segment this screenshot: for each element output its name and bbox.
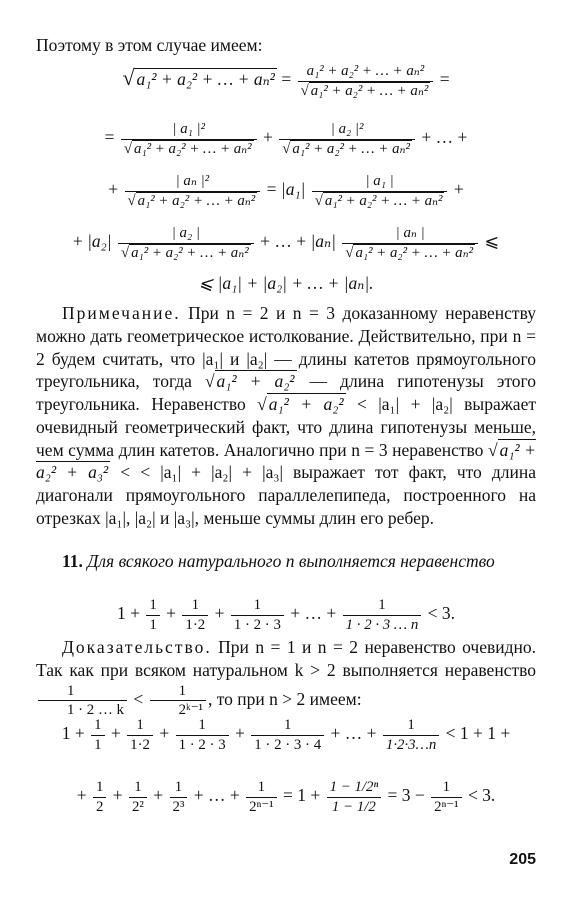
intro-line bbox=[36, 34, 536, 57]
coefficient: |aₙ| bbox=[310, 231, 336, 252]
radicand: a₁² + a₂² + a₃² bbox=[36, 439, 536, 483]
denominator: √ a₁² + a₂² + … + aₙ² bbox=[120, 244, 249, 261]
denominator: 1 · 2 · 3 bbox=[233, 616, 281, 633]
radicand: a₁² + a₂² + … + aₙ² bbox=[324, 192, 443, 209]
note-paragraph: Примечание. При n = 2 и n = 3 доказанному неравенству можно дать геометрическое истолкование. Действительно, при n = 2 будем считать, что |a₁| и |a₂| — длины катетов прямоугольного треугольника, тогда √ a₁² + a₂² — длина гипотенузы этого треугольника. Неравенство √ a₁² + a₂² < |a₁| + |a₂| выражает очевидный геометрический факт, что длина гипотенузы меньше, чем сумма длин катетов. Аналогично при n = 3 неравенство √ a₁² + a₂² + a₃² < < |a₁| + |a₂| + |a₃| выражает тот факт, что длина диагонали прямоугольного параллелепипеда, построенного на отрезках |a₁|, |a₂| и |a₃|, меньше суммы длин его ребер. bbox=[36, 303, 537, 528]
fraction: $\frac{1}{\text{2³}}$ bbox=[170, 778, 188, 816]
denominator: 2ⁿ⁻¹ bbox=[434, 798, 459, 815]
coefficient: |a₁| bbox=[280, 179, 306, 200]
fraction bbox=[312, 172, 448, 210]
page-number: 205 bbox=[509, 851, 536, 868]
numerator: 1 bbox=[150, 682, 206, 702]
denominator: 1 bbox=[94, 736, 102, 753]
intro-text: Поэтому в этом случае имеем: bbox=[36, 35, 263, 55]
numerator: | a₁ | bbox=[312, 172, 448, 192]
denominator: 1 bbox=[149, 616, 157, 633]
numerator: | a₂ |² bbox=[279, 120, 415, 140]
denominator: √ a₁² + a₂² + … + aₙ² bbox=[300, 82, 429, 99]
sqrt-sign: √ bbox=[122, 66, 135, 91]
radicand: a₁² + a₂² + … + aₙ² bbox=[292, 140, 410, 157]
denominator: √ a₁² + a₂² + … + aₙ² bbox=[123, 140, 252, 157]
radicand: a₁² + a₂² bbox=[268, 394, 344, 414]
chain-lead: 1 + bbox=[61, 723, 85, 744]
fraction bbox=[121, 120, 257, 158]
denominator: 1·2 bbox=[185, 616, 206, 633]
denominator: 1 · 2 … k bbox=[67, 702, 124, 719]
radicand: a₁² + a₂² + … + aₙ² bbox=[310, 82, 429, 99]
fraction: $\frac{1}{1}$ bbox=[91, 716, 104, 754]
formula-tail: < 3. bbox=[427, 603, 456, 624]
fraction bbox=[150, 682, 206, 720]
note-text: < |a₁| + |a₂| выражает очевидный геометрический факт, что длина гипотенузы меньше, чем сумма длин катетов. Аналогично при n = 3 неравенство bbox=[36, 394, 536, 460]
denominator: 1 · 2 · 3 bbox=[178, 736, 226, 753]
numerator: 1 bbox=[146, 596, 159, 616]
numerator: 1 − 1/2ⁿ bbox=[327, 778, 382, 798]
chain-equals: = 3 − bbox=[387, 785, 425, 806]
chain-mid: + … + bbox=[193, 785, 240, 806]
proof-paragraph: Доказательство. При n = 1 и n = 2 неравенство очевидно. Так как при всяком натуральном k > 2 выполняется неравенство $\frac{1}{1 \cdot 2 \dots k}$ < $\frac{1}{\text{2ᵏ⁻¹}}$ , то при n > 2 имеем: bbox=[36, 637, 537, 719]
fraction bbox=[231, 596, 284, 634]
denominator: 1 − 1/2 bbox=[331, 798, 376, 815]
fraction bbox=[146, 596, 159, 634]
proof-heading: Доказательство. bbox=[62, 637, 212, 657]
numerator: 1 bbox=[38, 682, 127, 702]
denominator: √ a₁² + a₂² + … + aₙ² bbox=[314, 192, 443, 209]
chain-tail: < 1 + 1 + bbox=[445, 723, 511, 744]
numerator: | a₁ |² bbox=[121, 120, 257, 140]
coefficient: |a₂| bbox=[87, 231, 112, 252]
denominator: √ a₁² + a₂² + … + aₙ² bbox=[127, 192, 256, 209]
denominator: 2³ bbox=[172, 798, 185, 815]
note-text: — длина гипотенузы этого треугольника. Неравенство bbox=[36, 371, 536, 414]
fraction: $\frac{1}{1 \cdot 2 \cdot 3}$ bbox=[176, 716, 229, 754]
numerator: | a₂ | bbox=[118, 224, 254, 244]
derivation-line-4: + |a₂| $\frac{\text{| a₂ |}}{\text{√ a₁² + a₂² + … + aₙ²}}$ + … + |aₙ| $\frac{\text{| aₙ |}}{\text{√ a₁² + a₂² + … + aₙ²}}$ ⩽ bbox=[72, 225, 500, 261]
denominator: √ a₁² + a₂² + … + aₙ² bbox=[282, 140, 410, 157]
note-text: При n = 2 и n = 3 доказанному неравенству можно дать геометрическое истолкование. Действительно, при n = 2 будем считать, что |a₁| и |a₂| — длины катетов прямоугольного треугольника, тогда bbox=[36, 303, 536, 392]
denominator: 1·2·3…n bbox=[385, 736, 437, 753]
fraction bbox=[125, 172, 261, 210]
fraction bbox=[343, 596, 422, 634]
denominator: 1·2 bbox=[130, 736, 150, 753]
fraction bbox=[298, 62, 434, 100]
derivation-line-5 bbox=[36, 272, 536, 295]
problem-text: Для всякого натурального n выполняется неравенство bbox=[87, 551, 495, 571]
fraction bbox=[327, 778, 382, 816]
fraction: $\frac{1}{2}$ bbox=[93, 778, 106, 816]
denominator: 2² bbox=[132, 798, 144, 815]
problem-number: 11. bbox=[62, 551, 83, 571]
fraction: $\frac{1}{\text{2ⁿ⁻¹}}$ bbox=[246, 778, 276, 816]
fraction bbox=[182, 596, 208, 634]
chain-equals: = 1 + bbox=[282, 785, 321, 806]
fraction bbox=[118, 224, 254, 262]
radicand: a₁² + a₂² + … + aₙ² bbox=[136, 69, 275, 90]
fraction: $\frac{1}{1\cdot 2\cdot 3\dots n}$ bbox=[383, 716, 439, 754]
numerator: 1 bbox=[231, 596, 284, 616]
proof-text: , то при n > 2 имеем: bbox=[208, 688, 362, 709]
radicand: a₁² + a₂² + … + aₙ² bbox=[355, 244, 474, 261]
problem-statement bbox=[36, 550, 536, 573]
derivation-line-3: + $\frac{\text{| aₙ |²}}{\text{√ a₁² + a₂² + … + aₙ²}}$ = |a₁| $\frac{\text{| a₁ |}}{\text{√ a₁² + a₂² + … + aₙ²}}$ + bbox=[108, 173, 464, 209]
fraction bbox=[342, 224, 478, 262]
fraction bbox=[38, 682, 127, 720]
fraction: $\frac{1}{\text{2²}}$ bbox=[129, 778, 147, 816]
derivation-line-2: = $\frac{\text{| a₁ |²}}{\text{√ a₁² + a₂² + … + aₙ²}}$ + $\frac{\text{| a₂ |²}}{\text{√ a₁² + a₂² + … + aₙ²}}$ + … + bbox=[104, 121, 468, 157]
denominator: 2 bbox=[95, 798, 104, 815]
proof-chain-line-2: + $\frac{1}{2}$ + $\frac{1}{\text{2²}}$ + $\frac{1}{\text{2³}}$ + … + $\frac{1}{\text{2ⁿ⁻¹}}$ = 1 + $\frac{\text{1 − 1/2ⁿ}}{1 - 1/2}$ = 3 − $\frac{1}{\text{2ⁿ⁻¹}}$ < 3. bbox=[76, 779, 496, 815]
numerator: | aₙ |² bbox=[125, 172, 261, 192]
fraction: $\frac{1}{1 \cdot 2 \cdot 3 \cdot 4}$ bbox=[251, 716, 324, 754]
fraction: $\frac{1}{1\cdot 2}$ bbox=[127, 716, 153, 754]
denominator: 2ⁿ⁻¹ bbox=[249, 798, 274, 815]
fraction bbox=[279, 120, 415, 158]
radicand: a₁² + a₂² + … + aₙ² bbox=[134, 140, 252, 157]
note-text: < < |a₁| + |a₂| + |a₃| выражает тот факт, что длина диагонали прямоугольного параллелепипеда, построенного на отрезках |a₁|, |a₂| и |a₃|, меньше суммы длин его ребер. bbox=[36, 462, 537, 528]
radicand: a₁² + a₂² + … + aₙ² bbox=[131, 244, 249, 261]
radicand: a₁² + a₂² + … + aₙ² bbox=[137, 192, 256, 209]
denominator: 1 · 2 · 3 · 4 bbox=[254, 736, 322, 753]
denominator: 2ᵏ⁻¹ bbox=[178, 702, 204, 719]
numerator: 1 bbox=[343, 596, 422, 616]
derivation-line-1: √ a₁² + a₂² + … + aₙ² = $\frac{\text{a₁² + a₂² + … + aₙ²}}{\text{√ a₁² + a₂² + … + aₙ²}}$ = bbox=[122, 63, 450, 99]
chain-mid: + … + bbox=[330, 723, 377, 744]
formula-lead: 1 + bbox=[116, 603, 140, 624]
formula-mid: + … + bbox=[290, 603, 337, 624]
numerator: 1 bbox=[182, 596, 208, 616]
result: ⩽ |a₁| + |a₂| + … + |aₙ|. bbox=[198, 273, 374, 293]
fraction: $\frac{1}{\text{2ⁿ⁻¹}}$ bbox=[431, 778, 461, 816]
denominator: 1 · 2 · 3 … n bbox=[345, 616, 419, 633]
numerator: a₁² + a₂² + … + aₙ² bbox=[298, 62, 434, 82]
problem-formula: 1 + $\frac{1}{1}$ + $\frac{1}{1\cdot 2}$ + $\frac{1}{1 \cdot 2 \cdot 3}$ + … + $\frac{1}{1 \cdot 2 \cdot 3 \dots n}$ < 3. bbox=[116, 597, 456, 633]
numerator: | aₙ | bbox=[342, 224, 478, 244]
denominator: √ a₁² + a₂² + … + aₙ² bbox=[345, 244, 474, 261]
radicand: a₁² + a₂² bbox=[216, 371, 295, 392]
proof-chain-line-1: 1 + $\frac{1}{1}$ + $\frac{1}{1\cdot 2}$ + $\frac{1}{1 \cdot 2 \cdot 3}$ + $\frac{1}{1 \cdot 2 \cdot 3 \cdot 4}$ + … + $\frac{1}{1\cdot 2\cdot 3\dots n}$ < 1 + 1 + bbox=[61, 717, 511, 753]
note-heading: Примечание. bbox=[62, 303, 181, 323]
proof-text: При n = 1 и n = 2 неравенство очевидно. Так как при всяком натуральном k > 2 выполняется неравенство bbox=[36, 637, 537, 680]
chain-tail: < 3. bbox=[467, 785, 496, 806]
